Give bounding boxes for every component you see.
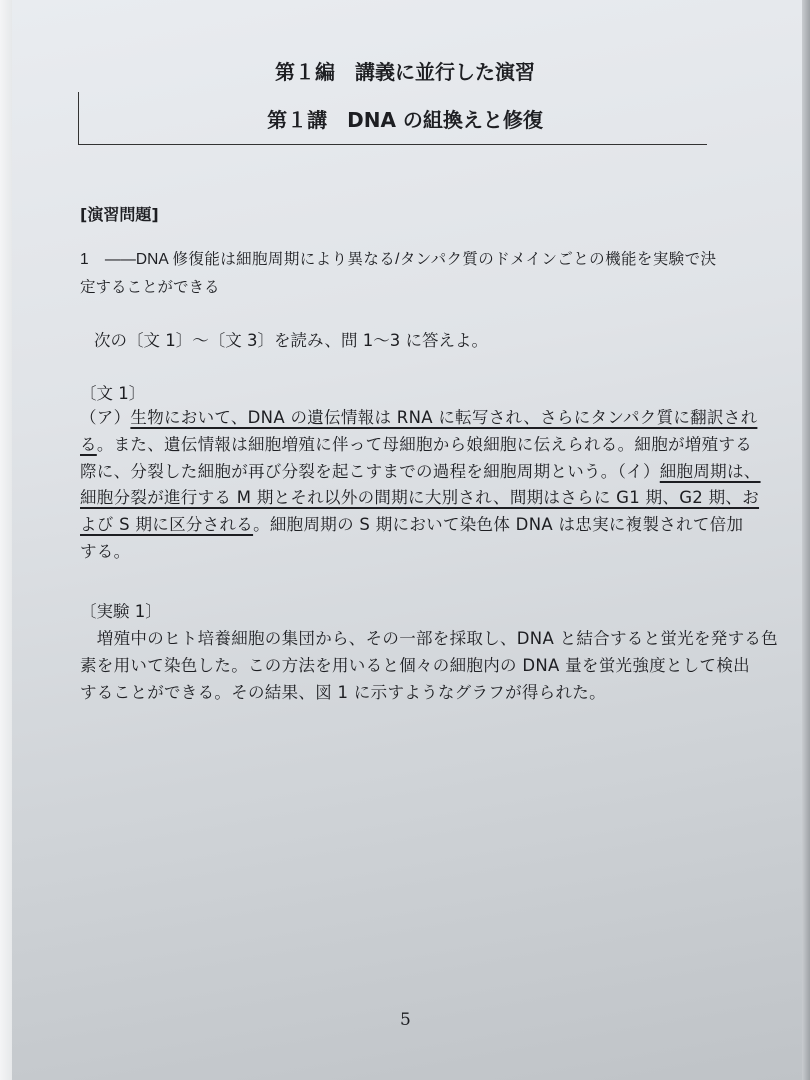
jikken1-line: することができる。その結果、図 1 に示すようなグラフが得られた。 [80, 683, 606, 702]
page-number: 5 [400, 1010, 411, 1030]
underlined-text: る [80, 435, 97, 454]
jikken1-line: 増殖中のヒト培養細胞の集団から、その一部を採取し、DNA と結合すると蛍光を発する色 [80, 629, 778, 648]
section-exercise-heading: [演習問題] [80, 205, 159, 224]
jikken1-line: 素を用いて染色した。この方法を用いると個々の細胞内の DNA 量を蛍光強度として検出 [80, 656, 750, 675]
underlined-text: 細胞分裂が進行する M 期とそれ以外の間期に大別され、間期はさらに G1 期、G2 期、お [80, 488, 760, 507]
bun1-line [80, 404, 758, 428]
underlined-text: 生物において、DNA の遺伝情報は RNA に転写され、さらにタンパク質に翻訳され [130, 408, 758, 427]
page-right-edge [802, 0, 810, 1080]
page-left-edge [0, 0, 12, 1080]
bun1-line [80, 538, 716, 562]
bun1-line [80, 484, 760, 508]
bun1-line [80, 458, 761, 482]
bun1-heading: 〔文 1〕 [80, 384, 146, 403]
jikken1-heading: 〔実験 1〕 [80, 602, 162, 621]
lecture-title: 第１講 DNA の組換えと修復 [267, 108, 543, 132]
problem-title-line1: 1 ――DNA 修復能は細胞周期により異なる/タンパク質のドメインごとの機能を実験で決 [80, 251, 716, 268]
text-segment: （ア） [80, 408, 131, 427]
problem-title-line2: 定することができる [80, 278, 220, 296]
text-segment: 。細胞周期の S 期において染色体 DNA は忠実に複製されて倍加 [253, 515, 744, 534]
bun1-line [80, 431, 753, 455]
text-segment: 際に、分裂した細胞が再び分裂を起こすまでの過程を細胞周期という。（イ） [80, 462, 660, 481]
text-segment: 。また、遺伝情報は細胞増殖に伴って母細胞から娘細胞に伝えられる。細胞が増殖する [96, 435, 753, 454]
underlined-text: 細胞周期は、 [659, 462, 761, 481]
bun1-line [80, 511, 744, 535]
problem-instruction: 次の〔文 1〕～〔文 3〕を読み、問 1～3 に答えよ。 [94, 331, 488, 350]
text-segment: する。 [80, 542, 131, 561]
underlined-text: よび S 期に区分される [80, 515, 254, 534]
part-title: 第１編 講義に並行した演習 [275, 60, 535, 84]
